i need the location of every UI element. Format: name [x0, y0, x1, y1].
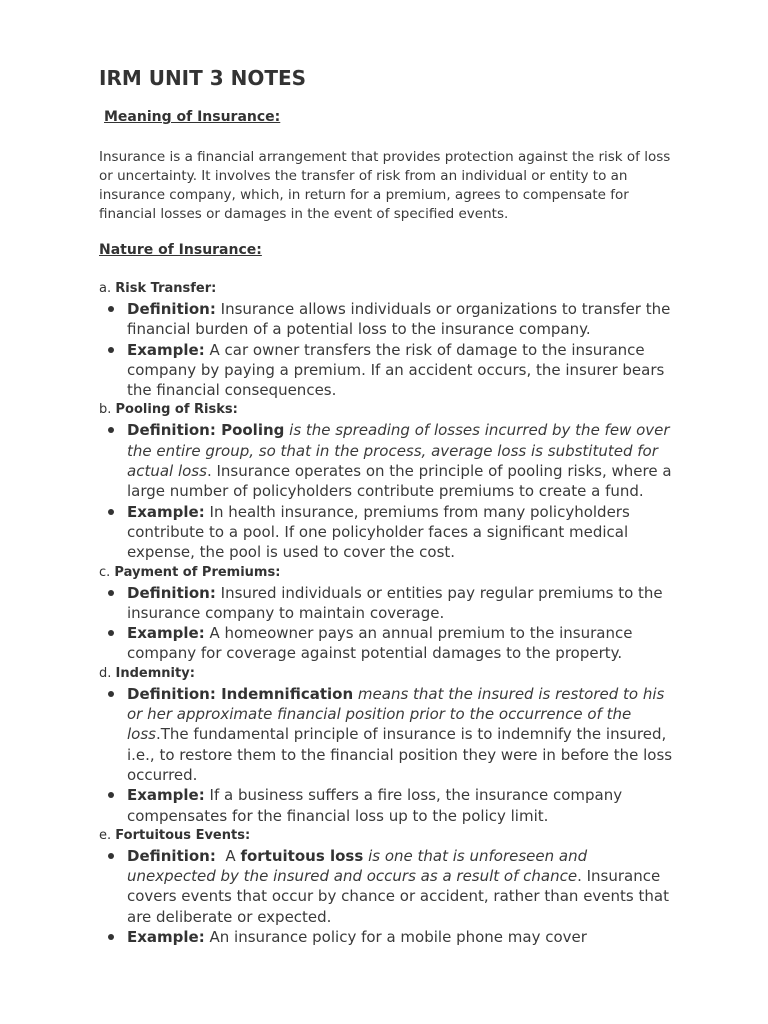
definition-label: Definition:: [127, 846, 216, 865]
definition-item: [99, 684, 679, 785]
section-heading: [99, 826, 679, 846]
definition-text: Insured individuals or entities pay regular premiums to the insurance company to maintain coverage.: [127, 583, 663, 622]
bullet-icon: [108, 306, 114, 312]
bullet-list: [99, 846, 679, 947]
example-label: Example:: [127, 786, 205, 805]
definition-label: Definition:: [127, 583, 216, 602]
section-title: Fortuitous Events:: [115, 827, 251, 843]
definition-italic-text: means that the insured is restored to his or her approximate financial position prior to the occurrence of the loss: [127, 684, 665, 744]
example-text: A car owner transfers the risk of damage to the insurance company by paying a premium. If an accident occurs, the insurer bears the financial consequences.: [127, 340, 665, 400]
meaning-paragraph: Insurance is a financial arrangement that provides protection against the risk of loss or uncertainty. It involves the transfer of risk from an individual or entity to an insurance company, which, in return for a premium, agrees to compensate for financial losses or damages in the event of specified events.: [99, 149, 671, 222]
definition-term: fortuitous loss: [240, 846, 364, 865]
definition-text: . Insurance operates on the principle of pooling risks, where a large number of policyholders contribute premiums to create a fund.: [127, 462, 672, 501]
section-title: Payment of Premiums:: [114, 564, 281, 580]
definition-label: Definition: Indemnification: [127, 684, 354, 703]
bullet-list: [99, 684, 679, 826]
definition-italic-text: is one that is unforeseen and unexpected by the insured and occurs as a result of chance: [127, 846, 588, 886]
bullet-list: [99, 420, 679, 562]
bullet-icon: [108, 427, 114, 433]
section-title: Pooling of Risks:: [115, 402, 238, 418]
bullet-icon: [108, 792, 114, 798]
definition-item: [99, 583, 679, 624]
definition-label: Definition:: [127, 300, 216, 318]
example-text: If a business suffers a fire loss, the insurance company compensates for the financial loss up to the policy limit.: [127, 786, 623, 825]
section-letter: a.: [99, 281, 112, 296]
section-heading: [99, 279, 679, 299]
section-letter: c.: [99, 564, 111, 580]
section-risk-transfer: [99, 279, 679, 400]
section-heading: [99, 563, 679, 583]
bullet-icon: [108, 934, 114, 940]
bullet-icon: [108, 691, 114, 697]
section-fortuitous-events: [99, 826, 679, 947]
section-letter: e.: [99, 827, 112, 843]
section-payment-of-premiums: [99, 563, 679, 664]
definition-item: [99, 299, 679, 340]
section-title: Risk Transfer:: [115, 281, 217, 296]
bullet-icon: [108, 590, 114, 596]
section-title: Indemnity:: [115, 665, 195, 681]
example-label: Example:: [127, 928, 205, 947]
definition-italic-text: is the spreading of losses incurred by the few over the entire group, so that in the process, average loss is substituted for actual loss: [127, 421, 670, 481]
definition-text: . Insurance covers events that occur by chance or accident, rather than events that are deliberate or expected.: [127, 867, 669, 926]
example-text: A homeowner pays an annual premium to the insurance company for coverage against potential damages to the property.: [127, 624, 633, 663]
definition-text: .The fundamental principle of insurance is to indemnify the insured, i.e., to restore them to the financial position they were in before the loss occurred.: [127, 725, 673, 784]
example-item: [99, 502, 679, 563]
bullet-icon: [108, 509, 114, 515]
example-text: In health insurance, premiums from many policyholders contribute to a pool. If one policyholder faces a significant medical expense, the pool is used to cover the cost.: [127, 502, 630, 562]
bullet-icon: [108, 630, 114, 636]
example-text: An insurance policy for a mobile phone may cover: [209, 928, 587, 947]
page-title: IRM UNIT 3 NOTES: [99, 66, 307, 90]
meaning-heading: Meaning of Insurance:: [104, 109, 281, 125]
nature-heading: Nature of Insurance:: [99, 242, 262, 258]
example-label: Example:: [127, 502, 205, 521]
bullet-icon: [108, 347, 114, 353]
nature-sections: [99, 279, 679, 947]
example-item: [99, 340, 679, 401]
section-letter: d.: [99, 665, 112, 681]
section-indemnity: [99, 664, 679, 826]
definition-item: [99, 846, 679, 927]
example-item: [99, 623, 679, 664]
section-heading: [99, 400, 679, 420]
section-pooling-of-risks: [99, 400, 679, 562]
bullet-icon: [108, 853, 114, 859]
bullet-list: [99, 583, 679, 664]
bullet-list: [99, 299, 679, 400]
definition-label: Definition: Pooling: [127, 421, 285, 440]
example-item: [99, 927, 679, 947]
example-label: Example:: [127, 340, 205, 359]
example-item: [99, 785, 679, 826]
definition-article: A: [225, 846, 236, 865]
definition-text: Insurance allows individuals or organizations to transfer the financial burden of a potential loss to the insurance company.: [127, 300, 671, 339]
example-label: Example:: [127, 624, 205, 643]
section-heading: [99, 664, 679, 684]
section-letter: b.: [99, 402, 112, 418]
definition-item: [99, 420, 679, 501]
